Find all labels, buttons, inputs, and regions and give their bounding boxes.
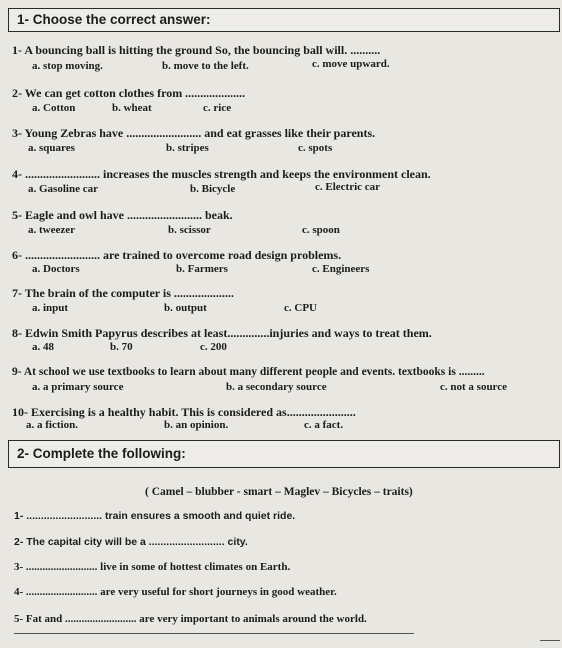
- bottom-rule: [14, 633, 414, 634]
- complete-item-3: 3- .......................... live in some of hottest climates on Earth.: [14, 561, 291, 573]
- complete-item-4: 4- .......................... are very useful for short journeys in good weather.: [14, 586, 337, 598]
- q4-option-c: c. Electric car: [315, 181, 381, 193]
- q6-option-c: c. Engineers: [312, 263, 370, 275]
- q1-option-c: c. move upward.: [312, 58, 390, 70]
- question-6: 6- ......................... are trained to overcome road design problems.: [12, 248, 342, 262]
- question-3: 3- Young Zebras have ......................... and eat grasses like their parents.: [12, 126, 376, 140]
- question-10: 10- Exercising is a healthy habit. This is considered as.......................: [12, 405, 356, 419]
- q5-option-a: a. tweezer: [28, 224, 76, 236]
- q9-option-b: b. a secondary source: [226, 381, 327, 393]
- q7-option-a: a. input: [32, 302, 69, 314]
- corner-rule: [540, 640, 560, 641]
- question-9: 9- At school we use textbooks to learn about many different people and events. textbooks is .........: [12, 366, 485, 378]
- q7-option-c: c. CPU: [284, 302, 317, 314]
- q8-option-a: a. 48: [32, 341, 54, 353]
- complete-item-5: 5- Fat and .......................... are very important to animals around the world.: [14, 613, 367, 625]
- q5-option-b: b. scissor: [168, 224, 211, 236]
- q6-option-a: a. Doctors: [32, 263, 80, 275]
- word-bank: ( Camel – blubber - smart – Maglev – Bicycles – traits): [145, 486, 413, 498]
- q2-option-b: b. wheat: [112, 102, 152, 114]
- q10-option-a: a. a fiction.: [26, 419, 78, 431]
- section-2-header: [8, 440, 560, 468]
- q3-option-a: a. squares: [28, 142, 75, 154]
- q10-option-c: c. a fact.: [304, 419, 344, 431]
- q1-option-a: a. stop moving.: [32, 60, 103, 72]
- q10-option-b: b. an opinion.: [164, 419, 229, 431]
- q2-option-c: c. rice: [203, 102, 232, 114]
- q9-option-a: a. a primary source: [32, 381, 124, 393]
- q6-option-b: b. Farmers: [176, 263, 228, 275]
- q8-option-c: c. 200: [200, 341, 227, 353]
- q9-option-c: c. not a source: [440, 381, 508, 393]
- q1-option-b: b. move to the left.: [162, 60, 249, 72]
- q2-option-a: a. Cotton: [32, 102, 76, 114]
- q3-option-c: c. spots: [298, 142, 333, 154]
- q4-option-a: a. Gasoline car: [28, 183, 98, 195]
- q8-option-b: b. 70: [110, 341, 133, 353]
- question-4: 4- ......................... increases the muscles strength and keeps the environment clean.: [12, 167, 431, 181]
- q7-option-b: b. output: [164, 302, 207, 314]
- section-2-title: 2- Complete the following:: [17, 446, 186, 461]
- q3-option-b: b. stripes: [166, 142, 209, 154]
- question-1: 1- A bouncing ball is hitting the ground So, the bouncing ball will. ..........: [12, 43, 381, 57]
- complete-item-2: 2- The capital city will be a .......................... city.: [14, 536, 248, 548]
- question-8: 8- Edwin Smith Papyrus describes at least..............injuries and ways to treat them.: [12, 326, 432, 340]
- q5-option-c: c. spoon: [302, 224, 340, 236]
- question-2: 2- We can get cotton clothes from ....................: [12, 86, 246, 100]
- q4-option-b: b. Bicycle: [190, 183, 236, 195]
- question-5: 5- Eagle and owl have ......................... beak.: [12, 208, 233, 222]
- section-1-header: [8, 8, 560, 32]
- complete-item-1: 1- .......................... train ensures a smooth and quiet ride.: [14, 510, 296, 522]
- section-1-title: 1- Choose the correct answer:: [17, 12, 211, 27]
- question-7: 7- The brain of the computer is ....................: [12, 286, 234, 300]
